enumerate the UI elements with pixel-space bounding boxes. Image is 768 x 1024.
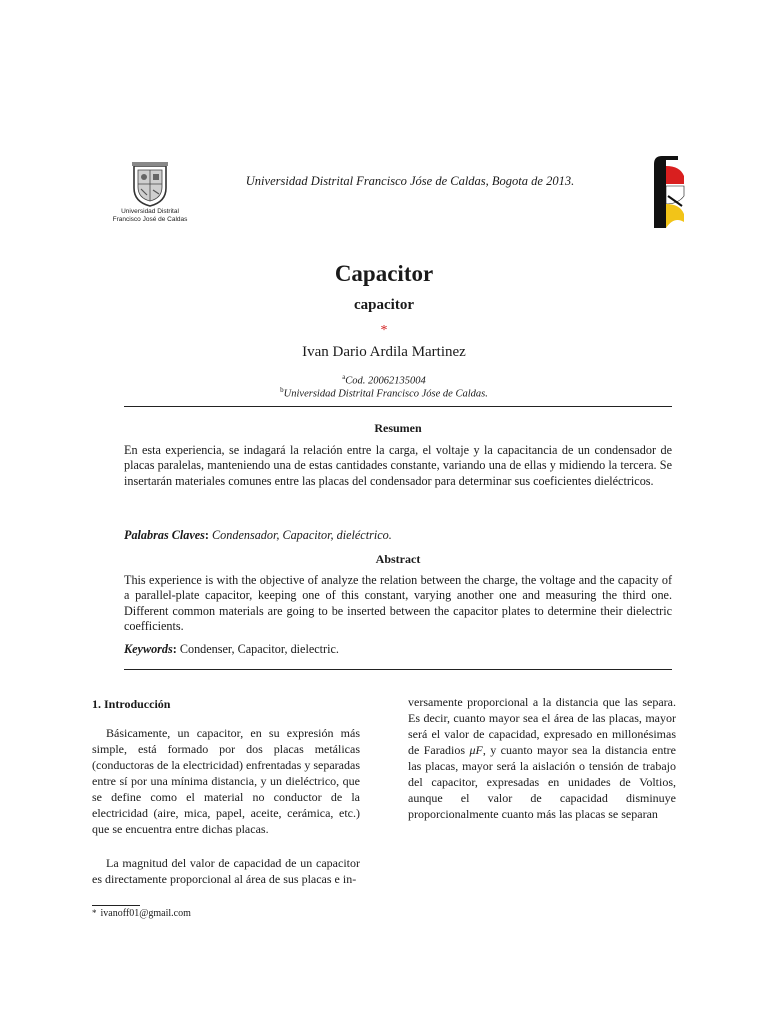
header-citation: Universidad Distrital Francisco Jóse de Caldas, Bogota de 2013. — [245, 174, 575, 188]
keywords-value: Condenser, Capacitor, dielectric. — [179, 642, 339, 656]
footnote-rule — [92, 905, 140, 906]
footnote — [92, 908, 191, 919]
right-paragraph-part-1: versamente proporcional a la distancia que las separa. Es decir, cuanto mayor sea el área de las placas, mayor será el valor de capacidad, expresado en millonésimas de Faradios — [408, 695, 676, 757]
affiliation-b-text: Universidad Distrital Francisco Jóse de Caldas. — [283, 388, 488, 400]
abstract-heading: Abstract — [375, 552, 421, 566]
university-seal-icon — [126, 160, 174, 208]
affiliation-a-mark: a — [342, 373, 346, 381]
left-paragraph-2: La magnitud del valor de capacidad de un capacitor es directamente proporcional al área de sus placas e in- — [92, 856, 360, 886]
palabras-claves-value: Condensador, Capacitor, dieléctrico. — [212, 528, 392, 542]
footnote-mark: * — [92, 908, 97, 918]
palabras-claves: Palabras Claves: Condensador, Capacitor, dieléctrico. — [124, 528, 392, 542]
resumen-heading: Resumen — [374, 421, 422, 435]
author-footnote-mark: * — [380, 323, 388, 338]
university-logo — [104, 160, 196, 224]
paper-subtitle: capacitor — [354, 297, 414, 313]
author-name: Ivan Dario Ardila Martinez — [302, 344, 466, 360]
resumen-text: En esta experiencia, se indagará la relación entre la carga, el voltaje y la capacitancia de un condensador de placas paralelas, manteniendo una de estas cantidades constante, variando una de ellas y midiendo la tercera. Se insertarán materiales comunes entre las placas del condensador para determinar sus coeficientes dieléctricos. — [124, 443, 672, 488]
left-column — [92, 725, 360, 887]
section-heading-introduccion: 1. Introducción — [92, 697, 171, 711]
left-paragraph-1: Básicamente, un capacitor, en su expresión más simple, está formado por dos placas metálicas (conductoras de la electricidad) enfrentadas y separadas entre sí por una mínima distancia, y un dieléctrico, que se define como el material no conductor de la electricidad (aire, mica, papel, aceite, cerámica, etc.) que se encuentra entre dichas placas. — [92, 726, 360, 836]
palabras-claves-label: Palabras Claves — [124, 528, 205, 542]
affiliation-b-mark: b — [280, 386, 284, 394]
abstract-text: This experience is with the objective of analyze the relation between the charge, the voltage and the capacity of a parallel-plate capacitor, keeping one of this constant, varying another one and measuring the third one. Different common materials are going to be inserted between the capacitor plates to determine their dielectric coefficients. — [124, 573, 672, 634]
affiliation-a-text: Cod. 20062135004 — [345, 375, 426, 387]
affiliation-a — [0, 373, 768, 387]
affiliation-b — [0, 386, 768, 400]
keywords: Keywords: Condenser, Capacitor, dielectric. — [124, 642, 339, 656]
footnote-email[interactable]: ivanoff01@gmail.com — [100, 908, 191, 919]
microfarad-symbol: μF — [469, 743, 483, 757]
paper-title: Capacitor — [334, 261, 434, 286]
right-column — [408, 694, 676, 822]
abstract-bottom-rule — [124, 669, 672, 670]
right-paragraph-part-2: , y cuanto mayor sea la distancia entre las placas, mayor será la aislación o tensión de trabajo del capacitor, expresadas en unidades de Voltios, aunque el valor de capacidad disminuye proporcionalmente cuanto más las placas se separan — [408, 743, 677, 821]
abstract-top-rule — [124, 406, 672, 407]
faculty-logo-icon — [648, 154, 688, 230]
university-logo-caption-line-2: Francisco José de Caldas — [112, 216, 188, 223]
keywords-label: Keywords — [124, 642, 173, 656]
right-paragraph — [408, 694, 676, 822]
university-logo-caption-line-1: Universidad Distrital — [121, 208, 179, 215]
